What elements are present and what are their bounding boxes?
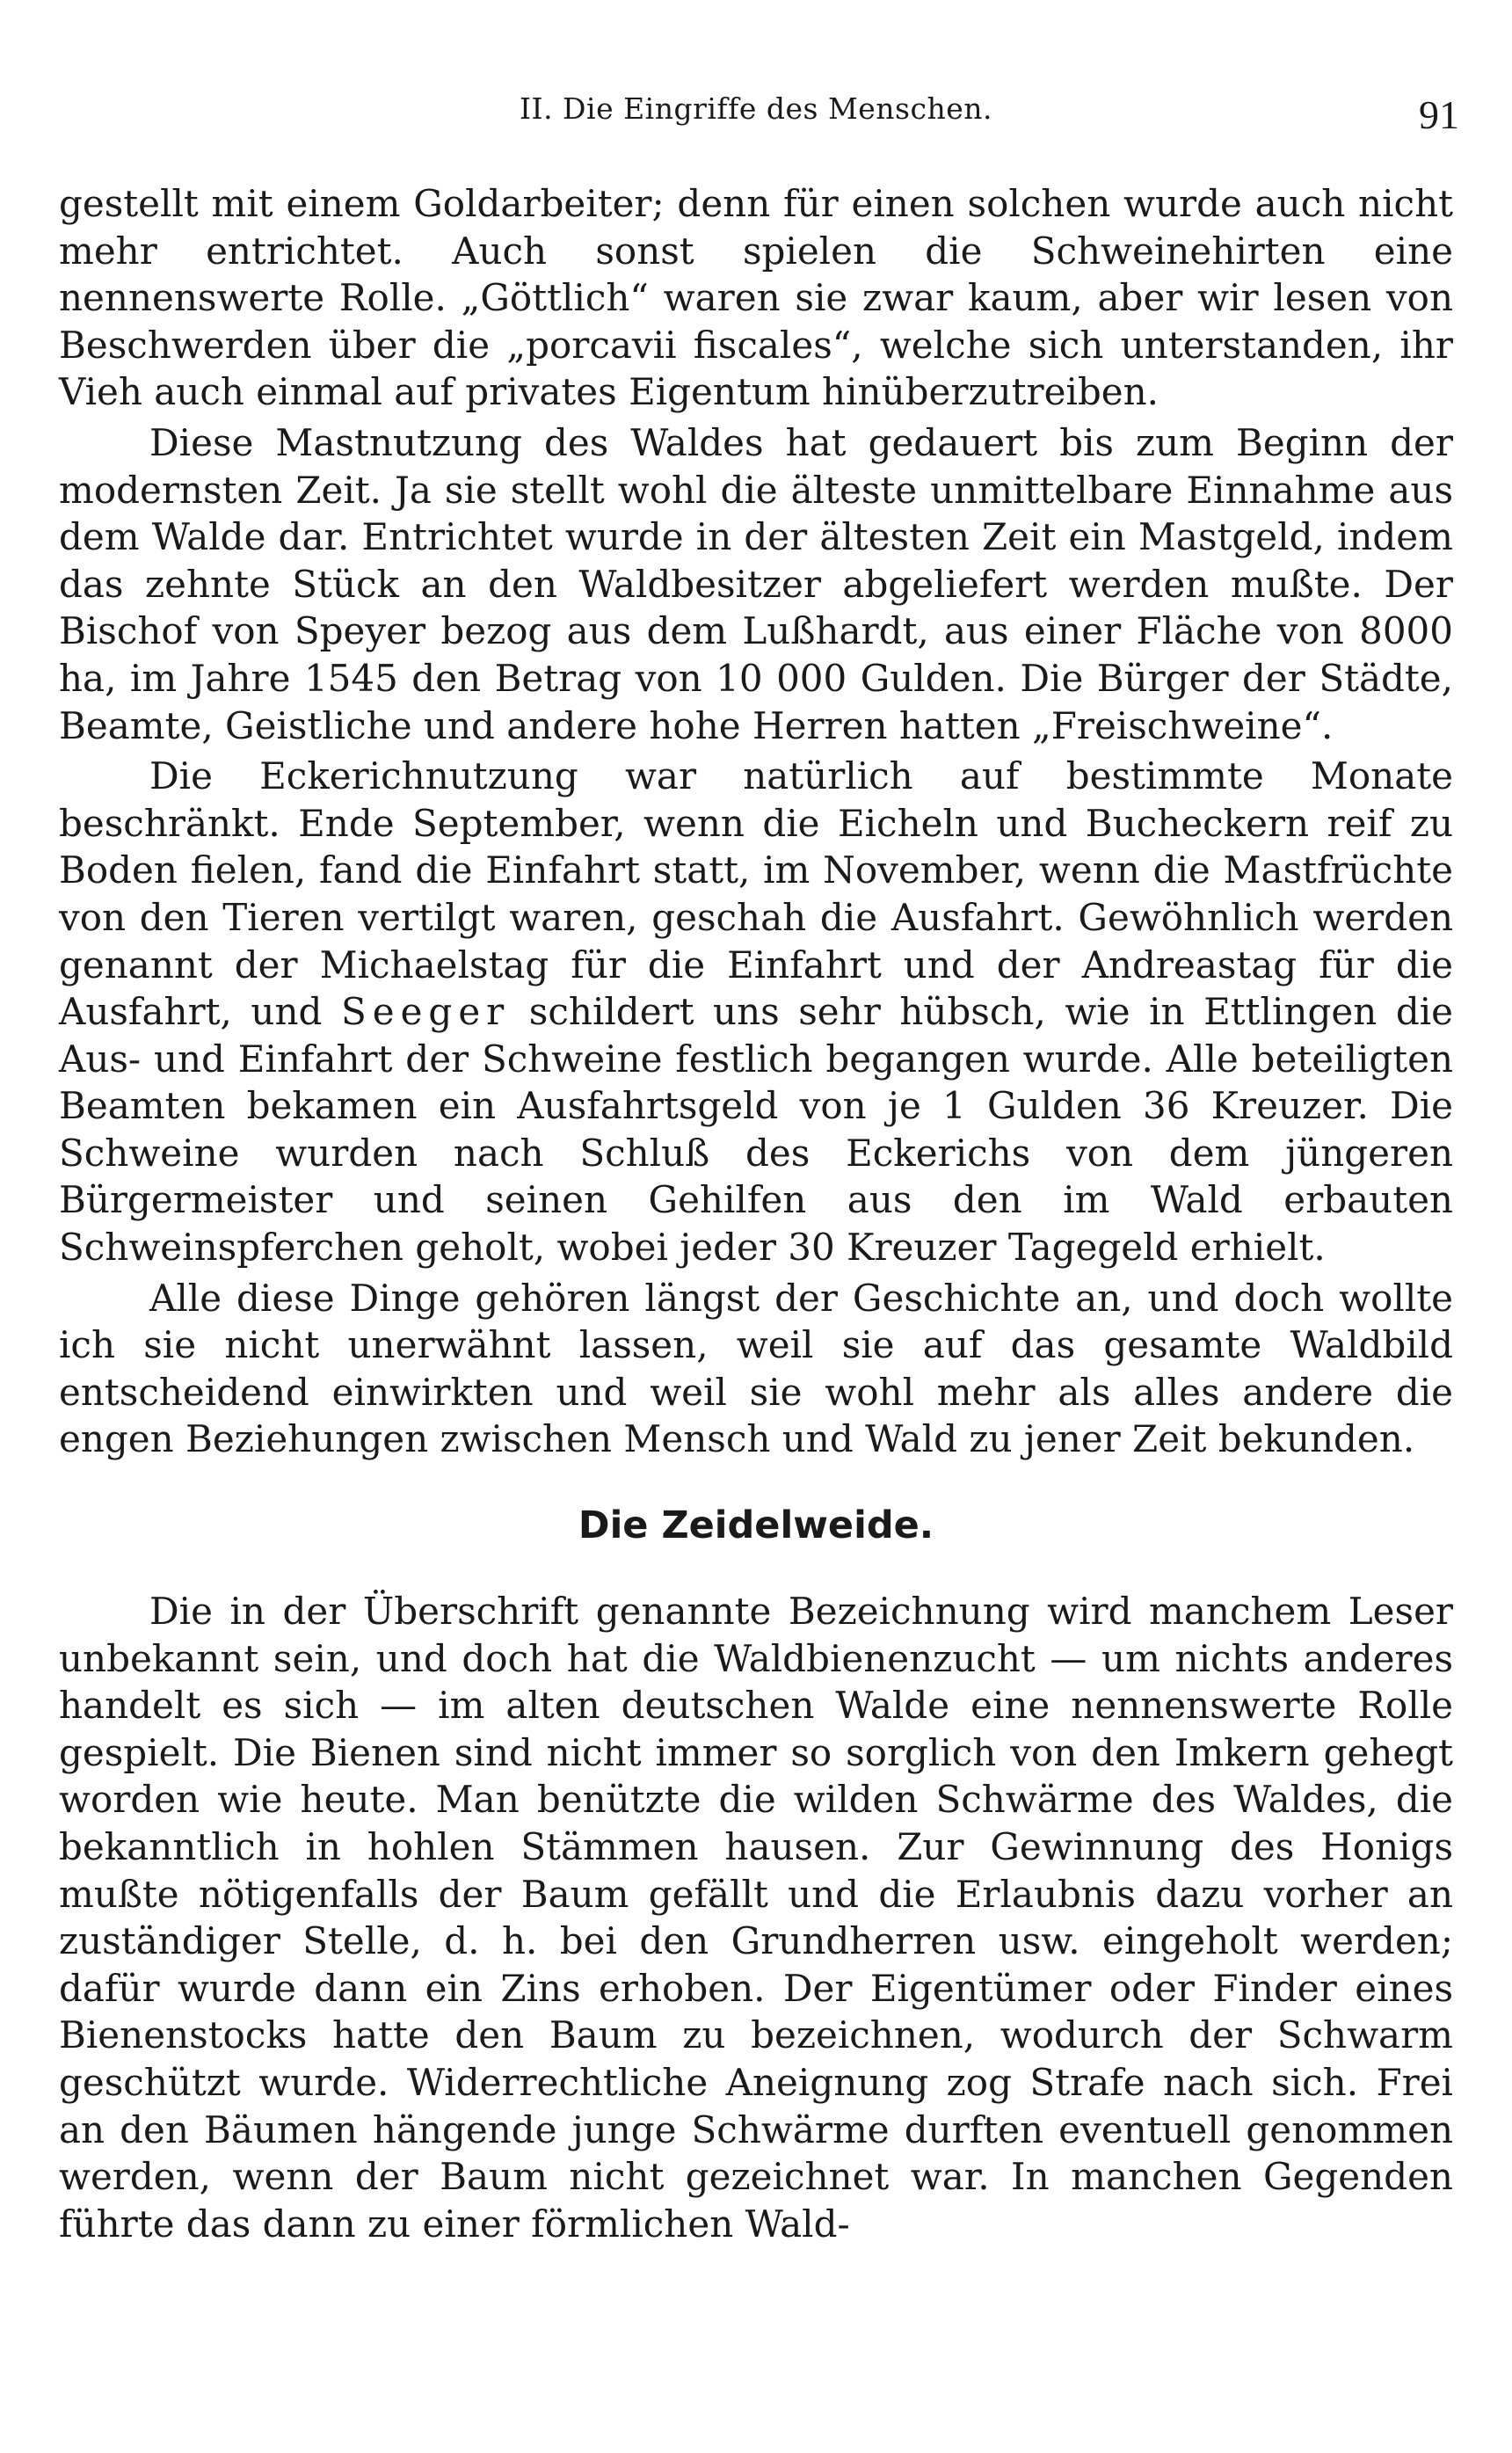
- eckerich-text-before-author: Die Eckerichnutzung war natürlich auf bestimmte Monate beschränkt. Ende September, wenn die Eicheln und Bucheckern reif zu Boden fielen, fand die Einfahrt statt, im November, wenn die Mastfrüchte von den Tieren vertilgt waren, geschah die Ausfahrt. Gewöhnlich werden genannt der Michaelstag für die Einfahrt und der Andreastag für die Ausfahrt, und: [59, 754, 1453, 1034]
- paragraph-eckerichnutzung: [59, 753, 1453, 1271]
- paragraph-closing: Alle diese Dinge gehören längst der Geschichte an, und doch wollte ich sie nicht unerwähnt lassen, weil sie auf das gesamte Waldbild entscheidend einwirkten und weil sie wohl mehr als alles andere die engen Beziehungen zwischen Mensch und Wald zu jener Zeit bekunden.: [59, 1276, 1453, 1461]
- paragraph-mastnutzung: Diese Mastnutzung des Waldes hat gedauert bis zum Beginn der modernsten Zeit. Ja sie stellt wohl die älteste unmittelbare Einnahme aus dem Walde dar. Entrichtet wurde in der ältesten Zeit ein Mastgeld, indem das zehnte Stück an den Waldbesitzer abgeliefert werden mußte. Der Bischof von Speyer bezog aus dem Lußhardt, aus einer Fläche von 8000 ha, im Jahre 1545 den Betrag von 10 000 Gulden. Die Bürger der Städte, Beamte, Geistliche und andere hohe Herren hatten „Freischweine“.: [59, 420, 1453, 747]
- eckerich-text-after-author: schildert uns sehr hübsch, wie in Ettlingen die Aus- und Einfahrt der Schweine festlich begangen wurde. Alle beteiligten Beamten bekamen ein Ausfahrtsgeld von je 1 Gulden 36 Kreuzer. Die Schweine wurden nach Schluß des Eckerichs von dem jüngeren Bürgermeister und seinen Gehilfen aus den im Wald erbauten Schweinspferchen geholt, wobei jeder 30 Kreuzer Tagegeld erhielt.: [59, 990, 1453, 1270]
- running-title: II. Die Eingriffe des Menschen.: [520, 91, 992, 126]
- page-number: 91: [1419, 92, 1459, 137]
- author-name-seeger: Seeger: [340, 990, 511, 1034]
- running-head: [53, 91, 1459, 144]
- paragraph-zeidelweide: Die in der Überschrift genannte Bezeichnung wird manchem Leser unbekannt sein, und doch hat die Waldbienenzucht — um nichts anderes handelt es sich — im alten deutschen Walde eine nennenswerte Rolle gespielt. Die Bienen sind nicht immer so sorglich von den Imkern gehegt worden wie heute. Man benützte die wilden Schwärme des Waldes, die bekanntlich in hohlen Stämmen hausen. Zur Gewinnung des Honigs mußte nötigenfalls der Baum gefällt und die Erlaubnis dazu vorher an zuständiger Stelle, d. h. bei den Grundherren usw. eingeholt werden; dafür wurde dann ein Zins erhoben. Der Eigentümer oder Finder eines Bienenstocks hatte den Baum zu bezeichnen, wodurch der Schwarm geschützt wurde. Widerrechtliche Aneignung zog Strafe nach sich. Frei an den Bäumen hängende junge Schwärme durften eventuell genommen werden, wenn der Baum nicht gezeichnet war. In manchen Gegenden führte das dann zu einer förmlichen Wald-: [59, 1590, 1453, 2246]
- paragraph-continuation: gestellt mit einem Goldarbeiter; denn für einen solchen wurde auch nicht mehr entrichtet. Auch sonst spielen die Schweinehirten eine nennenswerte Rolle. „Göttlich“ waren sie zwar kaum, aber wir lesen von Beschwerden über die „porcavii fiscales“, welche sich unterstanden, ihr Vieh auch einmal auf privates Eigentum hinüberzutreiben.: [59, 182, 1453, 414]
- section-heading: Die Zeidelweide.: [578, 1503, 934, 1548]
- body-text: [59, 180, 1453, 2247]
